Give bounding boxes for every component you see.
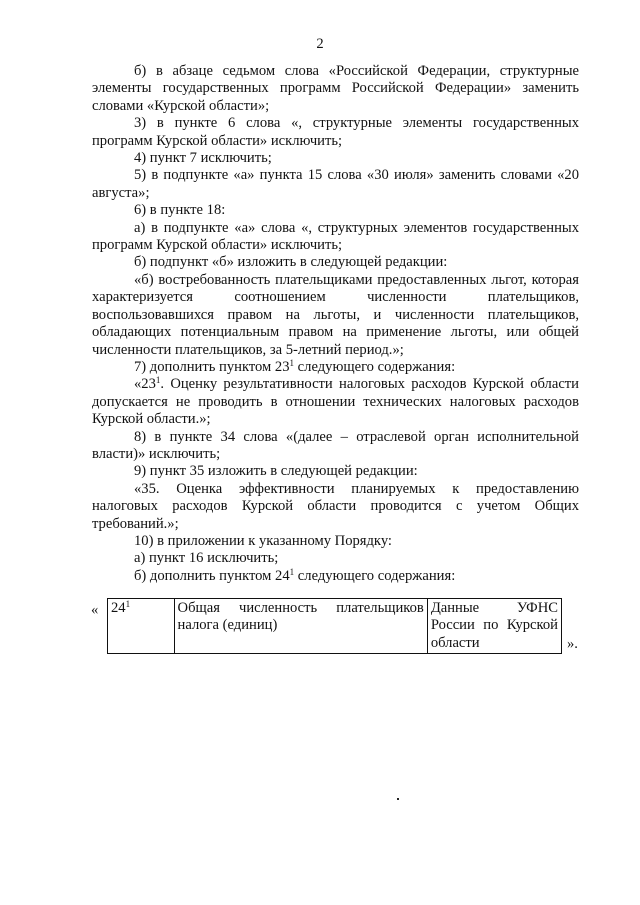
text-run: «23 <box>134 376 156 393</box>
paragraph <box>92 568 579 585</box>
paragraph: 6) в пункте 18: <box>134 202 226 219</box>
paragraph: а) в подпункте «а» слова «, структурных элементов государственных программ Курской области» исключить; <box>92 219 579 254</box>
paragraph: б) в абзаце седьмом слова «Российской Федерации, структурные элементы государственных программ Российской Федерации» заменить словами «Курской области»; <box>92 63 579 114</box>
cell-number <box>108 599 175 654</box>
inserted-row-block <box>0 598 640 658</box>
paragraph: 5) в подпункте «а» пункта 15 слова «30 июля» заменить словами «20 августа»; <box>92 167 579 201</box>
paragraph: а) пункт 16 исключить; <box>134 550 279 567</box>
cell-indicator: Общая численность плательщиков налога (единиц) <box>174 599 427 654</box>
paragraph: 3) в пункте 6 слова «, структурные элементы государственных программ Курской области» исключить; <box>92 115 579 149</box>
inserted-table <box>107 598 562 654</box>
text-run: б) дополнить пунктом 24 <box>134 567 290 584</box>
paragraph: 9) пункт 35 изложить в следующей редакции: <box>134 463 418 480</box>
text-run: . Оценку результативности налоговых расходов Курской области допускается не проводить в отношении технических налоговых расходов Курской области.»; <box>92 376 579 428</box>
paragraph: 10) в приложении к указанному Порядку: <box>134 532 392 549</box>
scan-dot <box>397 798 399 800</box>
superscript: 1 <box>289 566 295 577</box>
opening-quote: « <box>91 602 99 618</box>
paragraph: «35. Оценка эффективности планируемых к предоставлению налоговых расходов Курской области проводится с учетом Общих требований.»; <box>92 480 579 532</box>
document-body <box>92 63 579 585</box>
text-run: следующего содержания: <box>294 567 456 584</box>
cell-source: Данные УФНС России по Курской области <box>427 599 561 654</box>
paragraph <box>92 359 579 376</box>
superscript: 1 <box>155 375 161 386</box>
table-row <box>108 599 562 654</box>
paragraph: б) подпункт «б» изложить в следующей редакции: <box>134 254 448 271</box>
closing-quote: ». <box>567 636 578 652</box>
text-run: следующего содержания: <box>294 358 456 375</box>
paragraph: 8) в пункте 34 слова «(далее – отраслевой орган исполнительной власти)» исключить; <box>92 428 579 462</box>
number-base: 24 <box>111 600 126 616</box>
superscript: 1 <box>289 357 295 368</box>
number-superscript: 1 <box>125 599 131 609</box>
page-number: 2 <box>316 36 324 52</box>
paragraph: «б) востребованность плательщиками предоставленных льгот, которая характеризуется соотношением численности плательщиков, воспользовавшихся правом на льготы, и численности плательщиков, обладающих потенциальным правом на применение льготы, или общей численности плательщиков, за 5-летний период.»; <box>92 271 579 358</box>
paragraph: 4) пункт 7 исключить; <box>134 150 272 167</box>
text-run: 7) дополнить пунктом 23 <box>134 358 290 375</box>
paragraph <box>92 376 579 428</box>
